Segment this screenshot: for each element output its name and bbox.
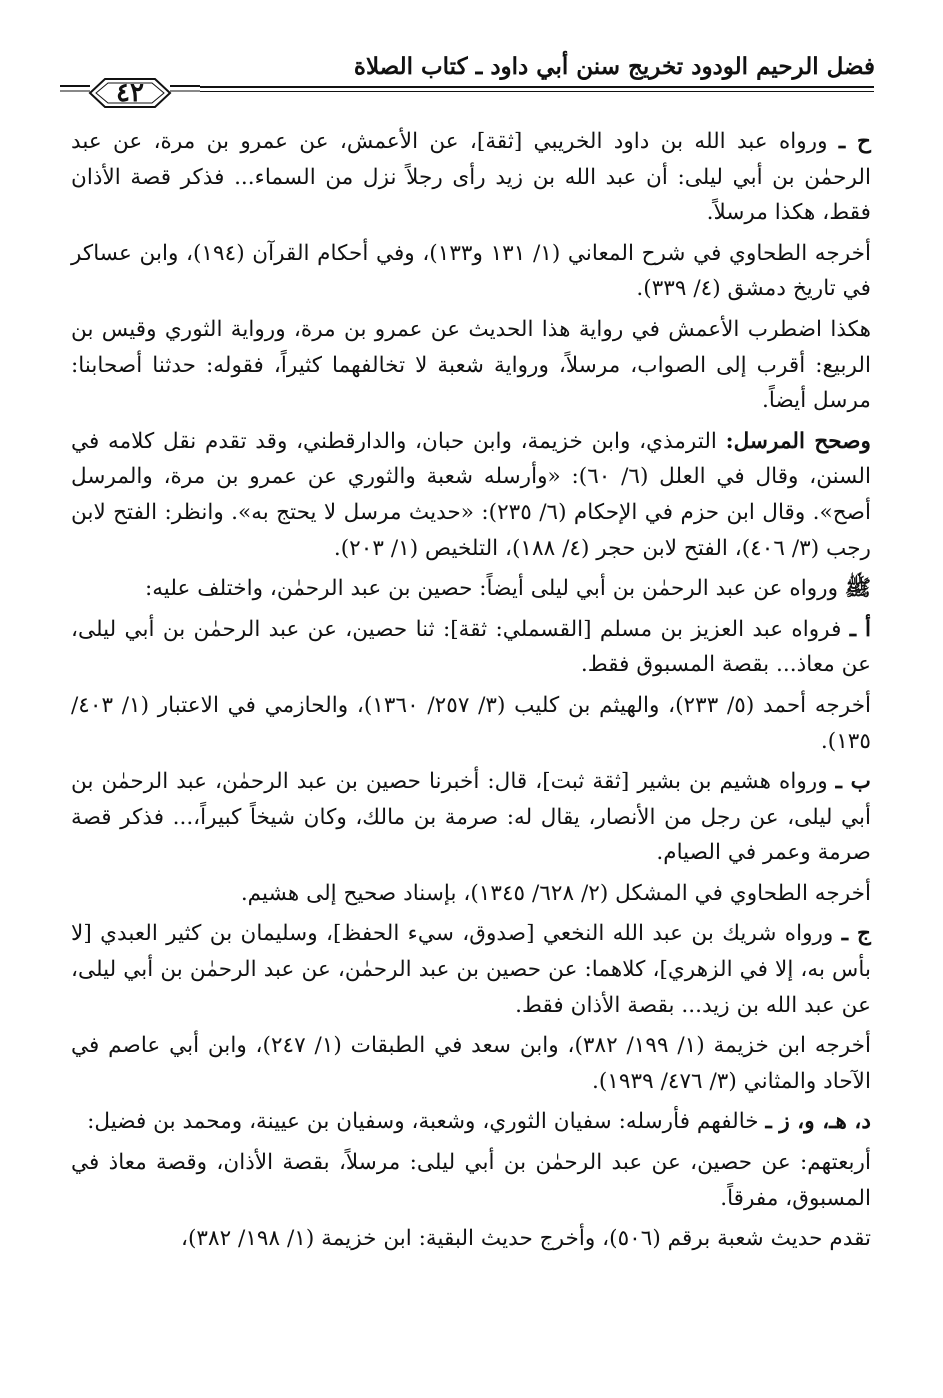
paragraph-text: أخرجه ابن خزيمة (١/ ١٩٩/ ٣٨٢)، وابن سعد في الطبقات (١/ ٢٤٧)، وابن أبي عاصم في الآحاد والمثاني (٣/ ٤٧٦/ ١٩٣٩).	[71, 1033, 872, 1094]
paragraph	[71, 1028, 871, 1099]
page-number-badge	[60, 74, 200, 112]
paragraph-text: الترمذي، وابن خزيمة، وابن حبان، والدارقطني، وقد تقدم نقل كلامه في السنن، وقال في العلل (٦/ ٦٠): «وأرسله شعبة والثوري عن عمرو بن مرة، والمرسل أصح». وقال ابن حزم في الإحكام (٦/ ٢٣٥): «حديث مرسل لا يحتج به». وانظر: الفتح لابن رجب (٣/ ٤٠٦)، الفتح لابن حجر (٤/ ١٨٨)، التلخيص (١/ ٢٠٣).	[71, 428, 871, 561]
paragraph	[71, 1104, 871, 1140]
paragraph	[71, 571, 871, 607]
paragraph	[71, 124, 871, 231]
paragraph-text: ورواه شريك بن عبد الله النخعي [صدوق، سيء الحفظ]، وسليمان بن كثير العبدي [لا بأس به، إلا في الزهري]، كلاهما: عن حصين بن عبد الرحمٰن، عن عبد الرحمٰن بن أبي ليلى، عن عبد الله بن زيد... بقصة الأذان فقط.	[71, 921, 871, 1018]
paragraph	[71, 876, 871, 912]
paragraph	[71, 916, 871, 1023]
paragraph-lead: ﷺ	[844, 576, 871, 602]
paragraph	[71, 764, 871, 871]
paragraph-text: هكذا اضطرب الأعمش في رواية هذا الحديث عن عمرو بن مرة، ورواية الثوري وقيس بن الربيع: أقرب إلى الصواب، مرسلاً، ورواية شعبة لا تخالفهما كثيراً، فقوله: حدثنا أصحابنا: مرسل أيضاً.	[71, 316, 871, 414]
paragraph-lead: ب ـ	[835, 769, 871, 795]
paragraph	[71, 1221, 871, 1257]
paragraph	[71, 688, 871, 759]
paragraph-text: ورواه عبد الله بن داود الخريبي [ثقة]، عن الأعمش، عن عمرو بن مرة، عن عبد الرحمٰن بن أبي ليلى: أن عبد الله بن زيد رأى رجلاً نزل من السماء... فذكر قصة الأذان فقط، هكذا مرسلاً.	[71, 129, 871, 226]
paragraph-text: أخرجه الطحاوي في المشكل (٢/ ٦٢٨/ ١٣٤٥)، بإسناد صحيح إلى هشيم.	[240, 880, 871, 906]
paragraph-lead: د، هـ، و، ز ـ	[765, 1109, 871, 1135]
paragraph	[71, 1145, 871, 1216]
paragraph-text: أخرجه الطحاوي في شرح المعاني (١/ ١٣١ و١٣٣)، وفي أحكام القرآن (١٩٤)، وابن عساكر في تاريخ دمشق (٤/ ٣٣٩).	[71, 240, 871, 302]
paragraph-text: ورواه هشيم بن بشير [ثقة ثبت]، قال: أخبرنا حصين بن عبد الرحمٰن، عبد الرحمٰن بن أبي ليلى، عن رجل من الأنصار، يقال له: صرمة بن مالك، وكان شيخاً كبيراً،... فذكر قصة صرمة وعمر في الصيام.	[71, 769, 871, 866]
paragraph-text: فرواه عبد العزيز بن مسلم [القسملي: ثقة]: ثنا حصين، عن عبد الرحمٰن بن أبي ليلى، عن معاذ... بقصة المسبوق فقط.	[71, 616, 871, 678]
paragraph-text: تقدم حديث شعبة برقم (٥٠٦)، وأخرج حديث البقية: ابن خزيمة (١/ ١٩٨/ ٣٨٢)،	[180, 1226, 871, 1252]
paragraph-lead: ح ـ	[838, 129, 871, 154]
paragraph-lead: أ ـ	[849, 616, 871, 642]
paragraph	[71, 612, 871, 683]
paragraph	[71, 236, 871, 307]
paragraph-text: أخرجه أحمد (٥/ ٢٣٣)، والهيثم بن كليب (٣/ ٢٥٧/ ١٣٦٠)، والحازمي في الاعتبار (١/ ٤٠٣/ ١٣٥).	[71, 692, 872, 754]
running-header-title: فضل الرحيم الودود تخريج سنن أبي داود ـ كتاب الصلاة	[353, 53, 875, 80]
paragraph	[71, 424, 871, 566]
body-text	[71, 124, 871, 1262]
paragraph-text: خالفهم فأرسله: سفيان الثوري، وشعبة، وسفيان بن عيينة، ومحمد بن فضيل:	[87, 1109, 766, 1135]
page-number: ٤٢	[116, 78, 144, 108]
paragraph-lead: ج ـ	[841, 921, 871, 947]
paragraph-lead: وصحح المرسل:	[725, 428, 871, 454]
paragraph-text: ورواه عن عبد الرحمٰن بن أبي ليلى أيضاً: حصين بن عبد الرحمٰن، واختلف عليه:	[144, 576, 845, 602]
paragraph	[71, 312, 871, 419]
paragraph-text: أربعتهم: عن حصين، عن عبد الرحمٰن بن أبي ليلى: مرسلاً، بقصة الأذان، وقصة معاذ في المسبوق، مفرقاً.	[71, 1150, 871, 1211]
